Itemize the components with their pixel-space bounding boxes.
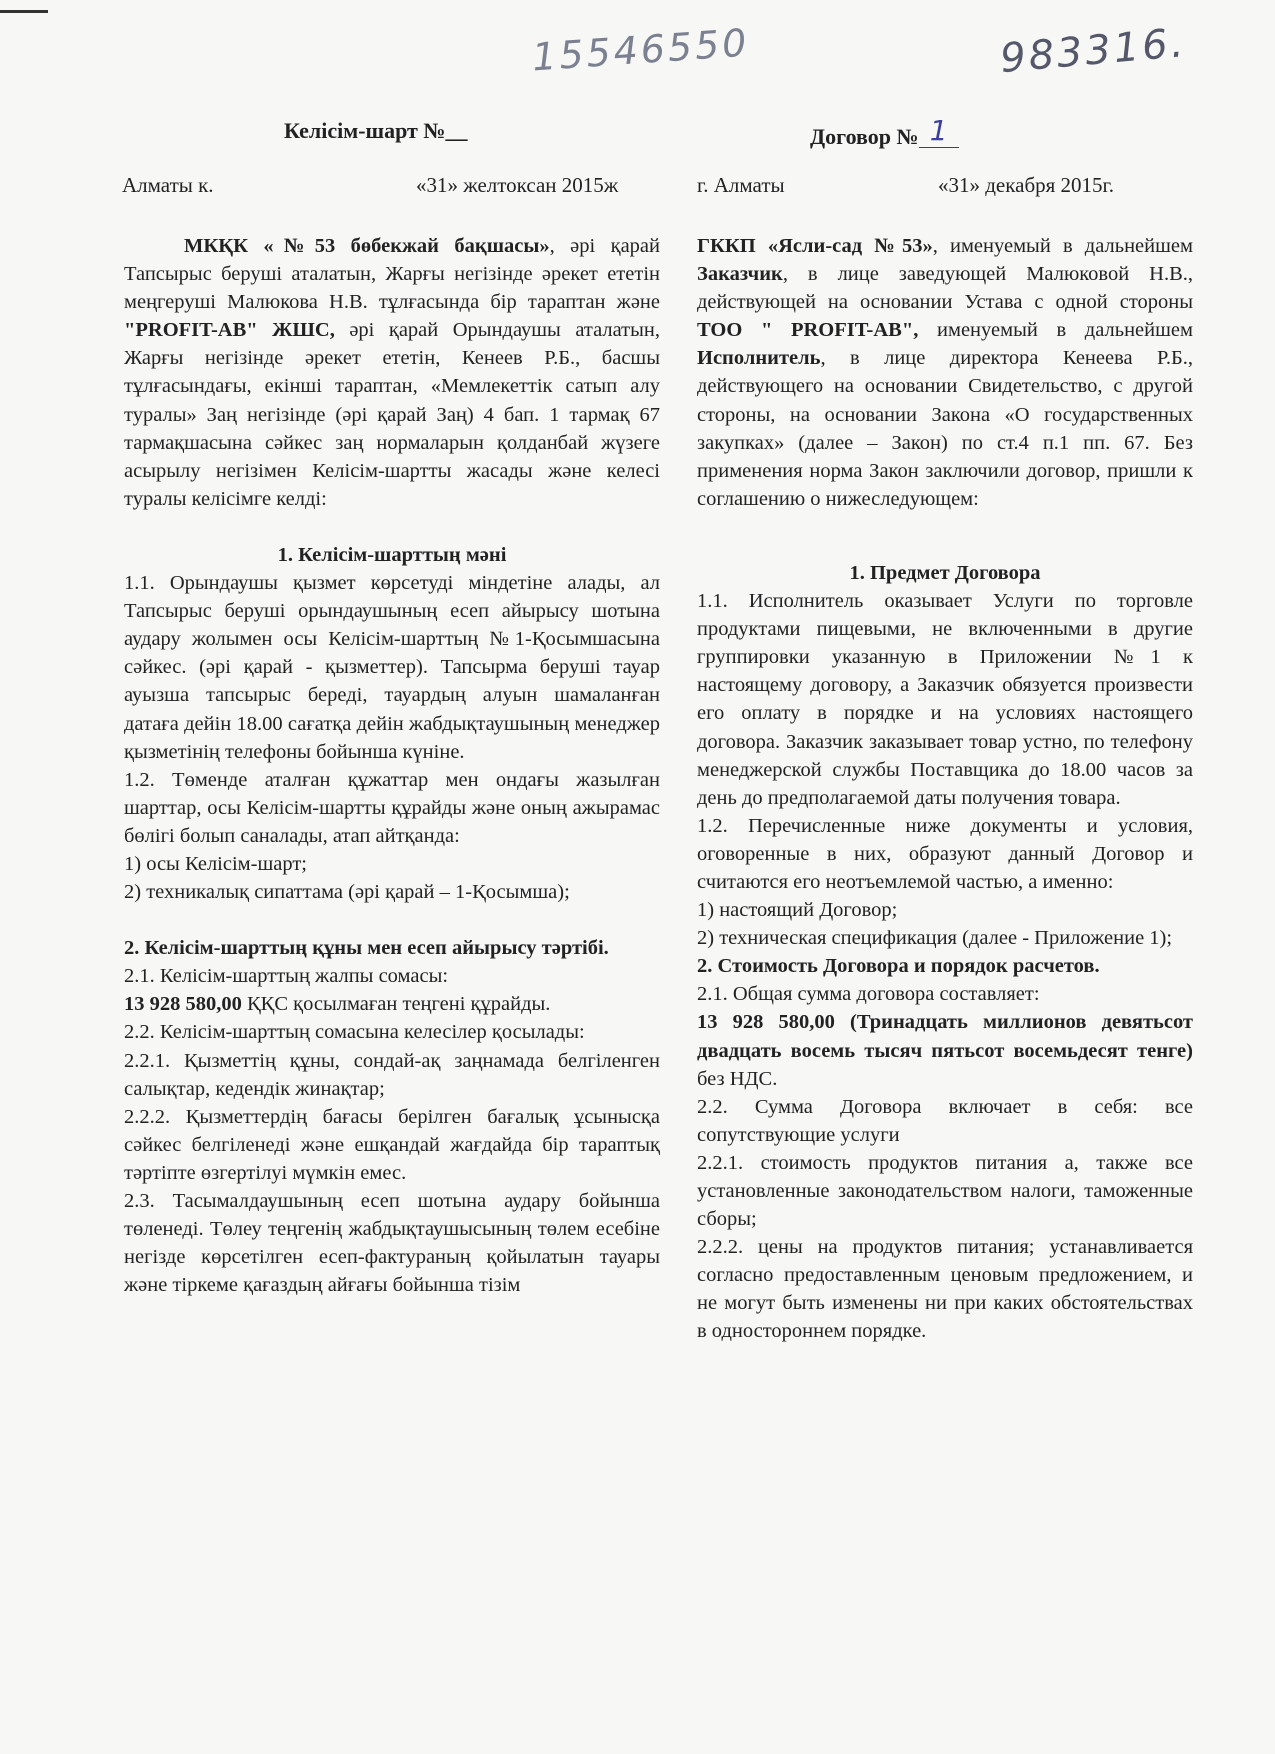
clause-1-2-kz: 1.2. Төменде аталған құжаттар мен ондағы жазылған шарттар, осы Келісім-шартты құрайды және оның ажырамас бөлігі болып саналады, атап айтқанда: <box>124 768 660 847</box>
contract-title-kz: Келісім-шарт №__ <box>284 118 468 143</box>
clause-1-2-item2-ru: 2) техническая спецификация (далее - Приложение 1); <box>697 927 1173 950</box>
section2-heading-ru: 2. Стоимость Договора и порядок расчетов. <box>697 955 1100 978</box>
preamble-kz-text-b: әрі қарай Орындаушы аталатын, Жарғы негізінде әрекет ететін, Кенеев Р.Б., басшы тұлғасындағы, екінші тараптан, «Мемлекеттік сатып алу туралы» Заң негізінде (әрі қарай Заң) 4 бап. 1 тармақ 67 тармақшасына сәйкес заң нормаларын қолданбай жүзеге асырылу негізімен Келісім-шартты жасады және келесі туралы келісімге келді: <box>124 319 661 510</box>
date-ru: «31» декабря 2015г. <box>938 173 1115 197</box>
clause-2-2-kz: 2.2. Келісім-шарттың сомасына келесілер қосылады: <box>124 1021 585 1044</box>
preamble-ru-text-3: именуемый в дальнейшем <box>918 319 1193 342</box>
amount-kz-rest: ҚҚС қосылмаған теңгені құрайды. <box>241 993 551 1016</box>
preamble-kz-party1: МКҚК «№53 бөбекжай бақшасы» <box>184 235 550 257</box>
amount-ru-rest: без НДС. <box>697 1067 778 1090</box>
clause-1-2-item2-kz: 2) техникалық сипаттама (әрі қарай – 1-Қосымша); <box>124 881 570 904</box>
clause-2-3-kz: 2.3. Тасымалдаушының есеп шотына аудару бойынша төленеді. Төлеу теңгенің жабдықтаушысының төлем есебіне негізде көрсетілген есеп-фактураның қойылатын тауары және тіркеме қағаздың айғағы бойынша тізім <box>124 1190 660 1297</box>
contract-number-handwritten: 1 <box>919 114 959 148</box>
clause-2-1-amount-kz <box>124 990 660 1018</box>
city-kz: Алматы к. <box>122 173 214 197</box>
preamble-ru-text-2: , в лице заведующей Малюковой Н.В., действующей на основании Устава с одной стороны <box>697 263 1193 314</box>
section1-heading-kz: 1. Келісім-шарттың мәні <box>277 543 507 566</box>
preamble-ru-text-4: , в лице директора Кенеева Р.Б., действующего на основании Свидетельство, с другой стороны, на основании Закона «О государственных закупках» (далее – Закон) по ст.4 п.1 пп. 67. Без применения норма Закон заключили договор, пришли к соглашению о нижеследующем: <box>697 347 1193 510</box>
contract-title-ru <box>810 114 959 152</box>
clause-2-1-amount-ru <box>697 1008 1193 1092</box>
clause-1-2-item1-kz: 1) осы Келісім-шарт; <box>124 852 307 875</box>
scan-edge-mark <box>0 10 48 13</box>
amount-ru: 13 928 580,00 (Тринадцать миллионов девятьсот двадцать восемь тысяч пятьсот восемьдесят тенге) <box>697 1011 1193 1062</box>
preamble-ru-text-1: , именуемый в дальнейшем <box>932 235 1193 257</box>
spacer <box>124 906 660 934</box>
clause-1-2-ru: 1.2. Перечисленные ниже документы и условия, оговоренные в них, образуют данный Договор и считаются его неотъемлемой частью, а именно: <box>697 814 1193 893</box>
column-ru <box>697 232 1193 1346</box>
clause-1-1-ru: 1.1. Исполнитель оказывает Услуги по торговле продуктами пищевыми, не включенными в другие группировки указанную в Приложении №1 к настоящему договору, а Заказчик обязуется произвести его оплату в порядке и на условиях настоящего договора. Заказчик заказывает товар устно, по телефону менеджерской службы Поставщика до 18.00 часов за день до предполагаемой даты получения товара. <box>697 590 1193 809</box>
preamble-kz <box>124 232 660 513</box>
preamble-ru-party2: ТОО " PROFIT-AB", <box>697 319 919 342</box>
city-ru: г. Алматы <box>697 173 785 197</box>
preamble-kz-party2: "PROFIT-AB" ЖШС, <box>124 319 335 342</box>
preamble-ru-party1: ГККП «Ясли-сад №53» <box>697 235 933 257</box>
clause-2-1-kz: 2.1. Келісім-шарттың жалпы сомасы: <box>124 965 449 988</box>
contract-title-ru-label: Договор № <box>810 124 919 149</box>
clause-1-1-kz: 1.1. Орындаушы қызмет көрсетуді міндетіне алады, ал Тапсырыс беруші орындаушының есеп айырысу шотына аудару жолымен осы Келісім-шарттың №1-Қосымшасына сәйкес. (әрі қарай - қызметтер). Тапсырма беруші тауар ауызша тапсырыс береді, тауардың алуын шамаланған датаға дейін 18.00 сағатқа дейін жабдықтаушының менеджер қызметінің телефоны бойынша күніне. <box>124 572 660 763</box>
clause-2-2-ru: 2.2. Сумма Договора включает в себя: все сопутствующие услуги <box>697 1095 1193 1146</box>
preamble-ru-customer: Заказчик <box>697 263 783 286</box>
spacer <box>124 513 660 541</box>
clause-2-2-1-kz: 2.2.1. Қызметтің құны, сондай-ақ заңнамада белгіленген салықтар, кедендік жинақтар; <box>124 1049 660 1100</box>
section1-heading-ru: 1. Предмет Договора <box>849 561 1041 584</box>
clause-2-2-2-ru: 2.2.2. цены на продуктов питания; устанавливается согласно предоставленным ценовым предложением, и не могут быть изменены ни при каких обстоятельствах в одностороннем порядке. <box>697 1236 1193 1343</box>
clause-2-2-2-kz: 2.2.2. Қызметтердің бағасы берілген бағалық ұсынысқа сәйкес белгіленеді және ешқандай жағдайда бір тараптық тәртіпте өзгертілуі мүмкін емес. <box>124 1105 660 1184</box>
date-kz: «31» желтоксан 2015ж <box>416 173 619 197</box>
spacer <box>697 513 1193 559</box>
clause-2-2-1-ru: 2.2.1. стоимость продуктов питания а, также все установленные законодательством налоги, таможенные сборы; <box>697 1151 1193 1231</box>
clause-1-2-item1-ru: 1) настоящий Договор; <box>697 899 898 922</box>
clause-2-1-ru: 2.1. Общая сумма договора составляет: <box>697 983 1040 1006</box>
column-kz <box>124 232 660 1299</box>
amount-kz: 13 928 580,00 <box>124 993 242 1016</box>
preamble-kz-text-a: , әрі қарай Тапсырыс беруші аталатын, Жарғы негізінде әрекет ететін меңгеруші Малюкова Н.В. тұлғасында бір тараптан және <box>124 235 660 314</box>
handwritten-number-left: 15546550 <box>530 20 751 80</box>
preamble-ru <box>697 232 1193 513</box>
handwritten-number-right: 983316. <box>998 19 1189 83</box>
preamble-ru-executor: Исполнитель <box>697 347 821 370</box>
section2-heading-kz: 2. Келісім-шарттың құны мен есеп айырысу тәртібі. <box>124 937 609 960</box>
